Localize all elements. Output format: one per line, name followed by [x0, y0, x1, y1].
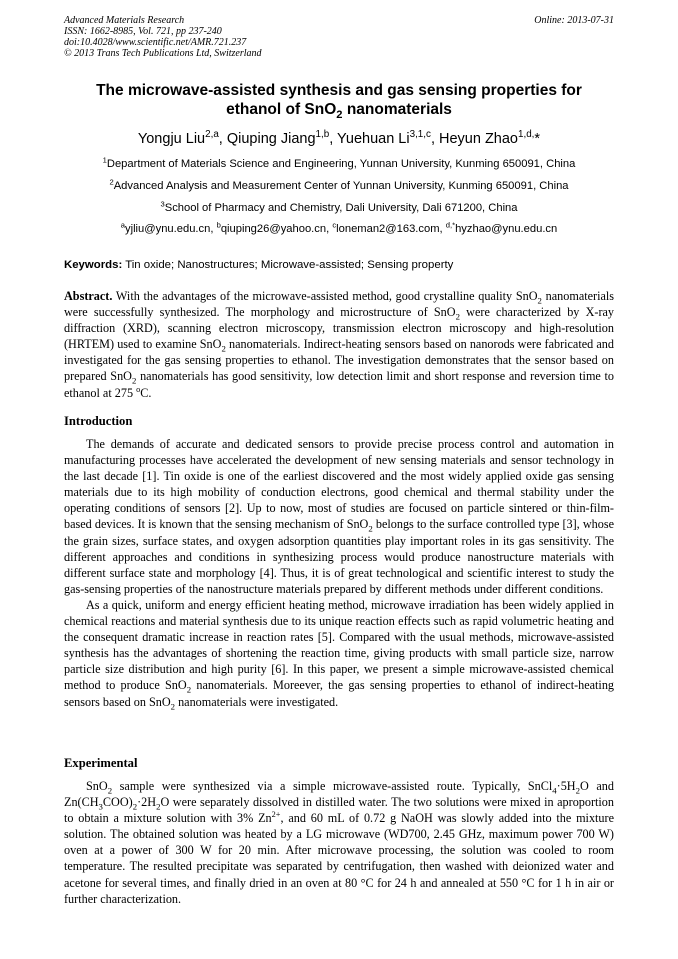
copyright-line: © 2013 Trans Tech Publications Ltd, Switzerland [64, 48, 262, 59]
email-list: $^a$yjliu@ynu.edu.cn, $^b$qiuping26@yahoo.cn, $^c$loneman2@163.com, $^{d,*}$hyzhao@ynu.edu.cn [120, 220, 558, 235]
introduction-body [64, 436, 614, 710]
affiliation-2: $^2$Advanced Analysis and Measurement Center of Yunnan University, Kunming 650091, China [109, 177, 569, 192]
email-link: qiuping26@yahoo.cn [220, 223, 327, 235]
abstract: Abstract. With the advantages of the microwave-assisted method, good crystalline quality SnO$_2$ nanomaterials were successfully synthesized. The morphology and microstructure of SnO$_2$ were characterized by X-ray diffraction (XRD), scanning electron microscopy, transmission electron microscopy and high-resolution (HRTEM) used to examine SnO$_2$ nanomaterials. Indirect-heating sensors based on nanorods were fabricated and investigated for the gas sensing properties to ethanol. The investigation demonstrates that the sensor based on prepared SnO$_2$ nanomaterials has good sensitivity, low detection limit and short response and reversion time to ethanol at 275 $^o$C. [64, 289, 615, 400]
title-subscript: 2 [336, 109, 343, 122]
author: Yongju Liu$^{2,a}$, [137, 129, 227, 147]
author: Qiuping Jiang$^{1,b}$, [226, 129, 338, 147]
title-line-2 [64, 100, 614, 122]
issn-line: ISSN: 1662-8985, Vol. 721, pp 237-240 [64, 26, 222, 37]
author: Yuehuan Li$^{3,1,c}$, [337, 129, 439, 147]
email-link: hyzhao@ynu.edu.cn [455, 223, 558, 235]
keywords-label: Keywords: [64, 259, 123, 271]
introduction-heading: Introduction [64, 414, 133, 428]
doi-line: doi:10.4028/www.scientific.net/AMR.721.237 [64, 37, 247, 48]
abstract-label: Abstract. [64, 289, 113, 303]
keywords [64, 258, 624, 272]
online-date: Online: 2013-07-31 [534, 15, 614, 26]
email-link: loneman2@163.com [336, 223, 440, 235]
experimental-heading: Experimental [64, 756, 138, 770]
experimental-paragraph: SnO$_2$ sample were synthesized via a simple microwave-assisted route. Typically, $SnCl_4\cdot 5H_2O$ and $Zn(CH_3COO)_2\cdot 2H_2O$ were separately dissolved in distilled water. The two solutions were mixed in aproportion to obtain a mixture solution with 3% $Zn^{2+}$, and 60 mL of 0.72 g NaOH was slowly added into the mixture solution. The obtained solution was heated by a LG microwave (WD700, 2.45 GHz, maximum power 700 W) oven at a power of 300 W for 20 min. After microwave processing, the solution was cooled to room temperature. The resulted precipitate was separated by centrifugation, then washed with deionized water and acetone for several times, and finally dried in an oven at 80 °C for 24 h and annealed at 550 °C for 1 h in air or further characterization. [64, 779, 614, 906]
corresponding-mark: * [534, 131, 541, 147]
introduction-paragraph-1: The demands of accurate and dedicated sensors to provide precise process control and automation in manufacturing processes have accelerated the development of new sensing materials and sensor technology in the last decade [1]. Tin oxide is one of the earliest discovered and the most widely applied oxide gas sensing materials due to its high mobility of conduction electrons, good chemical and thermal stability under the operating conditions of sensors [2]. Up to now, most of studies are focused on particle sintered or thin-film-based devices. It is known that the sensing mechanism of SnO$_2$ belongs to the surface controlled type [3], whose the grain sizes, surface states, and oxygen adsorption quantities play important roles in its gas sensitivity. The different approaches and conditions in synthesizing process would produce nanostructure materials with different surface state and morphology [4]. Thus, it is of great technological and scientific interest to study the gas-sensing properties of the nanostructure materials prepared by different methods under different conditions. [64, 437, 614, 596]
title-text: nanomaterials [342, 101, 452, 118]
experimental-body [64, 778, 614, 907]
title-text: ethanol of SnO [226, 101, 337, 118]
paper-title [64, 81, 614, 122]
affiliation-3: $^3$School of Pharmacy and Chemistry, Dali University, Dali 671200, China [160, 199, 518, 214]
email-link: yjliu@ynu.edu.cn [124, 223, 211, 235]
title-line-1: The microwave-assisted synthesis and gas sensing properties for [96, 82, 582, 99]
journal-name: Advanced Materials Research [64, 15, 185, 26]
introduction-paragraph-2: As a quick, uniform and energy efficient heating method, microwave irradiation has been widely applied in chemical reactions and material synthesis due to its unique reaction effects such as rapid volumetric heating and the consequent dramatic increase in reaction rates [5]. Compared with the usual methods, microwave-assisted synthesis has the advantages of shortening the reaction time, giving products with small particle size, narrow particle size distribution and high purity [6]. In this paper, we present a simple microwave-assisted chemical method to produce SnO$_2$ nanomaterials. Moreever, the gas sensing properties to ethanol of indirect-heating sensors based on SnO$_2$ nanomaterials were investigated. [64, 597, 615, 711]
keywords-text: Tin oxide; Nanostructures; Microwave-assisted; Sensing property [122, 259, 454, 271]
journal-header [64, 15, 262, 59]
affiliation-1: $^1$Department of Materials Science and Engineering, Yunnan University, Kunming 650091, China [102, 155, 576, 170]
author-list [64, 130, 614, 148]
author: Heyun Zhao$^{1,d,}$* [439, 129, 541, 147]
